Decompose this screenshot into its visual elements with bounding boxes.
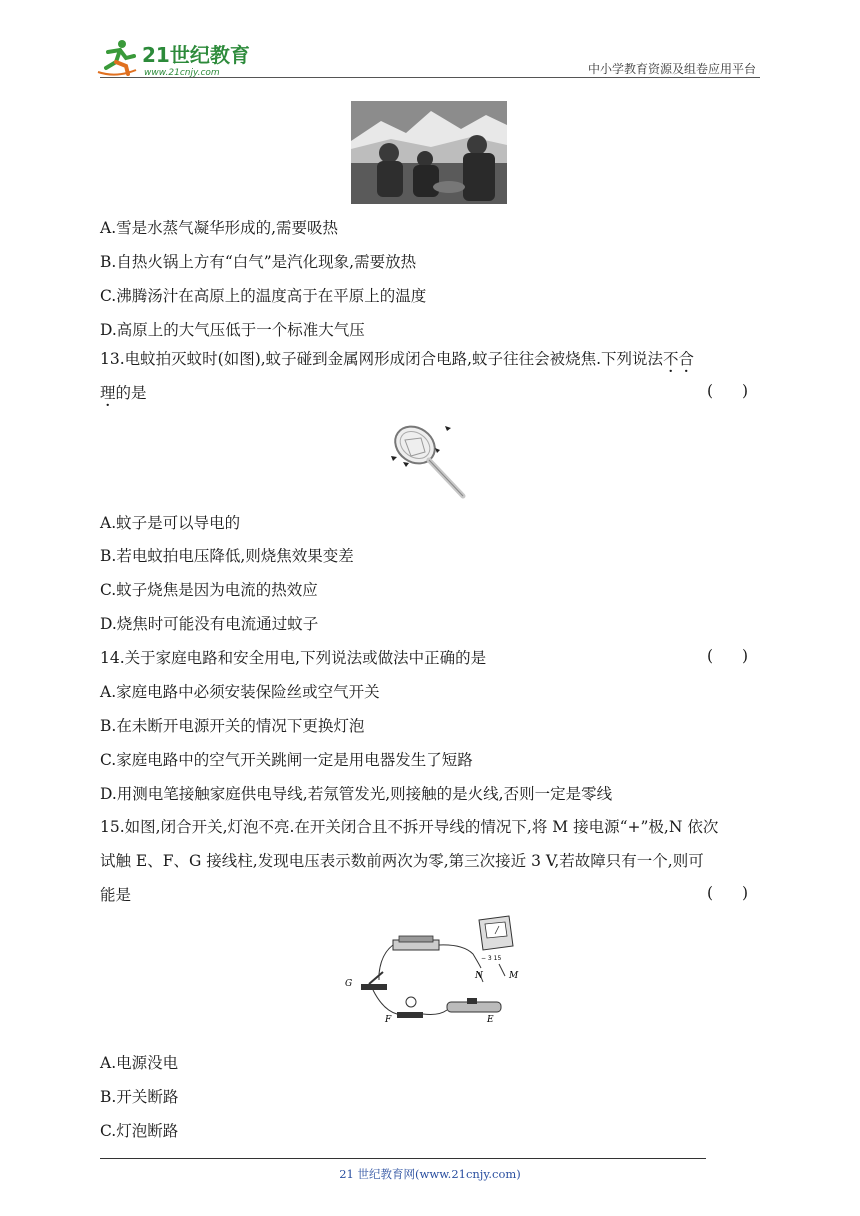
q15-option-a: A.电源没电 [100, 1054, 179, 1072]
q12-option-d: D.高原上的大气压低于一个标准大气压 [100, 321, 365, 339]
q14-option-c: C.家庭电路中的空气开关跳闸一定是用电器发生了短路 [100, 751, 473, 769]
q12-option-a: A.雪是水蒸气凝华形成的,需要吸热 [100, 219, 339, 237]
q12-option-c: C.沸腾汤汁在高原上的温度高于在平原上的温度 [100, 287, 427, 305]
q15-option-b: B.开关断路 [100, 1088, 179, 1106]
q13-option-b: B.若电蚊拍电压降低,则烧焦效果变差 [100, 547, 354, 565]
q13-option-a: A.蚊子是可以导电的 [100, 514, 241, 532]
running-figure-icon [98, 40, 136, 75]
q15-option-c: C.灯泡断路 [100, 1122, 179, 1140]
q14-option-b: B.在未断开电源开关的情况下更换灯泡 [100, 717, 365, 735]
q15-stem-line3: 能是 [100, 886, 132, 904]
label-n: N [475, 971, 483, 981]
voltmeter-icon [479, 916, 513, 962]
q15-answer-paren: ( ) [706, 884, 760, 902]
mosquito-racket-figure [385, 418, 470, 500]
logo-text: 21世纪教育 [142, 43, 250, 67]
footer-text[interactable]: 21 世纪教育网(www.21cnjy.com) [339, 1167, 521, 1181]
q13-emphasis-2: 合 [678, 350, 695, 368]
circuit-figure [343, 914, 523, 1032]
footer-divider [100, 1158, 706, 1159]
q14-answer-paren: ( ) [706, 647, 760, 665]
q13-emphasis-3: 理 [100, 384, 116, 402]
q13-option-d: D.烧焦时可能没有电流通过蚊子 [100, 615, 319, 633]
q14-option-a: A.家庭电路中必须安装保险丝或空气开关 [100, 683, 380, 701]
q15-stem-line1: 15.如图,闭合开关,灯泡不亮.在开关闭合且不拆开导线的情况下,将 M 接电源“+”极,N 依次 [100, 818, 719, 836]
q15-stem-line2: 试触 E、F、G 接线柱,发现电压表示数前两次为零,第三次接近 3 V,若故障只有一个,则可 [100, 852, 704, 870]
q14-option-d: D.用测电笔接触家庭供电导线,若氖管发光,则接触的是火线,否则一定是零线 [100, 785, 613, 803]
logo-url: www.21cnjy.com [144, 68, 220, 78]
site-logo [96, 38, 266, 80]
header-divider [100, 77, 760, 78]
q13-emphasis-1: 不 [663, 350, 679, 368]
q13-option-c: C.蚊子烧焦是因为电流的热效应 [100, 581, 318, 599]
label-f: F [385, 1015, 392, 1025]
bulb-icon [397, 997, 423, 1018]
switch-icon [361, 972, 387, 990]
label-m: M [509, 971, 519, 981]
meter-label: − 3 15 [481, 955, 502, 962]
q12-option-b: B.自热火锅上方有“白气”是汽化现象,需要放热 [100, 253, 417, 271]
q13-answer-paren: ( ) [706, 382, 760, 400]
q13-stem-text: 13.电蚊拍灭蚊时(如图),蚊子碰到金属网形成闭合电路,蚊子往往会被烧焦.下列说法 [100, 350, 664, 368]
q14-stem: 14.关于家庭电路和安全用电,下列说法或做法中正确的是 [100, 649, 487, 667]
q13-stem-tail: 的是 [115, 384, 147, 402]
q13-stem-line2 [100, 382, 147, 404]
platform-name: 中小学教育资源及组卷应用平台 [587, 62, 756, 76]
rheostat-icon [447, 998, 501, 1012]
battery-box-icon [393, 936, 439, 950]
label-e: E [487, 1015, 494, 1025]
q13-stem-line1 [100, 348, 694, 370]
label-g: G [345, 979, 353, 989]
plateau-photo [351, 101, 507, 204]
